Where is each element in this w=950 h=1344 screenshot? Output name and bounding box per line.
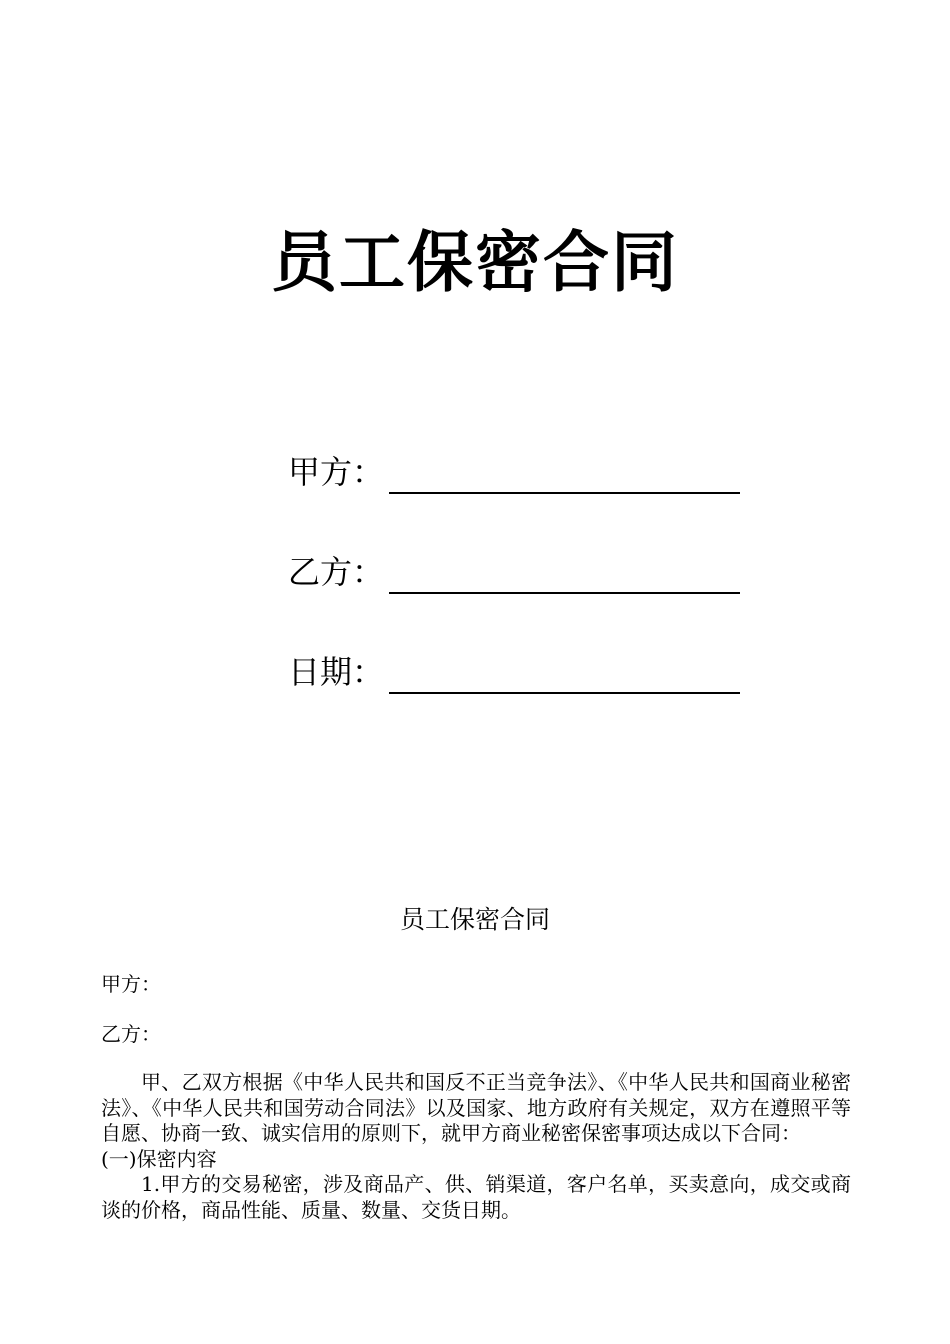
party-a-blank-line: [389, 492, 740, 494]
clause-paragraph: 1.甲方的交易秘密，涉及商品产、供、销渠道，客户名单，买卖意向，成交或商谈的价格，商品性能、质量、数量、交货日期。: [101, 1172, 851, 1222]
party-a-label: 甲方：: [288, 453, 385, 491]
contract-body: [101, 1070, 851, 1223]
intro-paragraph: 甲、乙双方根据《中华人民共和国反不正当竞争法》、《中华人民共和国商业秘密法》、《中华人民共和国劳动合同法》以及国家、地方政府有关规定，双方在遵照平等自愿、协商一致、诚实信用的原则下，就甲方商业秘密保密事项达成以下合同：: [101, 1070, 851, 1145]
document-title: 员工保密合同: [399, 905, 550, 934]
party-a-field: [288, 452, 748, 496]
party-b-field: [288, 552, 748, 596]
document-party-b: 乙方：: [101, 1022, 161, 1046]
party-b-label: 乙方：: [288, 553, 385, 591]
date-field: [288, 652, 748, 696]
date-blank-line: [389, 692, 740, 694]
document-party-a: 甲方：: [101, 972, 161, 996]
section-heading: (一)保密内容: [101, 1146, 217, 1171]
date-label: 日期：: [288, 653, 385, 691]
party-b-blank-line: [389, 592, 740, 594]
cover-title: 员工保密合同: [271, 223, 679, 301]
